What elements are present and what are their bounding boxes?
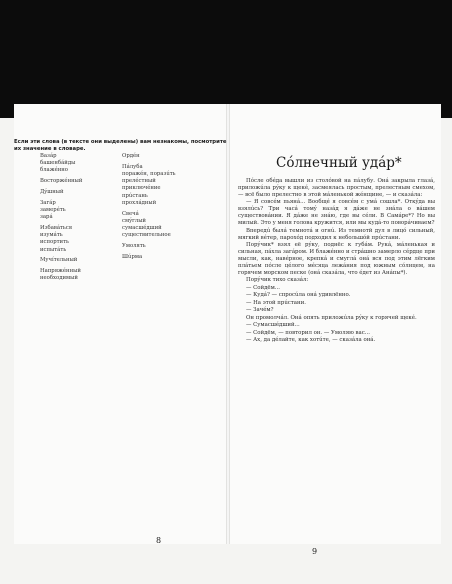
vocabulary-group [122,211,206,240]
vocabulary-word: необходимый [40,275,78,282]
vocabulary-group [122,254,206,261]
vocabulary-column-2 [122,153,206,265]
vocabulary-group [40,200,118,222]
story-paragraph: — Ах, да дéлайте, как хотúте, — сказáла онá. [246,336,376,343]
vocabulary-column-1 [40,153,118,286]
vocabulary-word: поражéн, поразúть [122,171,176,177]
vocabulary-group [40,153,118,175]
vocabulary-word: Загáр [40,199,56,206]
story-paragraph: — Сумасшéдший... [246,322,300,329]
vocabulary-word: Избавáться [40,225,73,231]
story-paragraph: Пóсле обéда вышли из столóвой на пáлубу. Онá закрыла глазá, приложúла рýку к щекé, засмеялась простым, прелестным смехом, — всё было прелестно в этой мáленькой жéнщине, — и сказáла: [238,178,435,198]
vocabulary-group [122,243,206,250]
vocabulary-group [40,225,118,254]
vocabulary-word: Свечá [122,210,139,217]
story-paragraph: — Сойдём... [246,284,280,291]
vocabulary-word: прúстань [122,192,148,199]
vocabulary-word: прелéстный [122,178,156,185]
story-paragraph: Порýчик тихо сказáл: [246,277,309,284]
vocabulary-word: испортить [40,239,69,246]
vocabulary-word: Восторжéнный [40,178,83,185]
vocabulary-group [40,268,118,282]
vocabulary-group [40,178,118,185]
vocabulary-word: Мучíтельный [40,257,78,264]
vocabulary-word: Дýшный [40,189,64,195]
book-gutter [226,104,230,544]
vocabulary-word: приключéние [122,185,161,192]
vocabulary-group [122,164,206,207]
vocabulary-word: Напряжéнный [40,268,81,275]
vocabulary-group [122,153,206,160]
page-number-left: 8 [156,536,162,545]
vocabulary-word: зарá [40,214,53,221]
vocabulary-word: изумáть [40,232,63,239]
story-title: Сóлнечный удáр* [276,155,402,171]
story-paragraph: — Сойдём, — повторил он. — Умоляю вас... [246,329,370,336]
vocabulary-word: замерéть [40,207,66,213]
vocabulary-word: Ордéн [122,153,140,159]
vocabulary-intro: Если эти слова (в тексте они выделены) вам незнакомы, посмотрите их значение в словаре. [14,139,227,153]
vocabulary-group [40,189,118,196]
story-text [238,178,435,344]
story-paragraph: — Зачéм? [246,307,274,314]
vocabulary-word: Умолять [122,243,146,250]
vocabulary-word: Шúрма [122,253,143,260]
story-paragraph: Впередú былá темнотá и огнú. Из темнотй дул в лицó сильный, мягкий вéтер, парохóд подходил к небольшóй прúстани. [238,227,435,241]
vocabulary-word: испытáть [40,246,67,253]
vocabulary-word: блажéнно [40,167,68,174]
vocabulary-word: Вазáр [40,153,57,159]
story-paragraph: Порýчик* взял её рýку, поднёс к губáм. Рукá, мáленькая и сильная, пáхла загáром. И блажéнно и стрáшно замерло сéрдце при мысли, как, навéрное, крепкá и смуглá онá вся под этим лёгким плáтьем пóсле цéлого мéсяца лежáния под южным сóлнцем, на горячем морском песке (онá сказáла, что éдет из Анáпы*). [238,242,435,276]
story-paragraph: — Кудá? — спросúла онá удивлённо. [246,292,351,299]
vocabulary-word: башенбáйды [40,160,76,167]
story-paragraph: — На этой прúстани. [246,299,306,306]
story-paragraph: Он промолчáл. Онá опять приложúла рýку к горячей щекé. [246,314,417,321]
vocabulary-word: существительное [122,232,171,239]
page-number-right: 9 [312,547,318,556]
vocabulary-group [40,257,118,264]
story-paragraph: — Я совсéм пьянá... Вообщé я совсéм с умá сошла*. Откýда вы взялúсь? Три часá томý назáд я дáже не знáла о вáшем существовáнии. Я дáже не знáю, где вы сéли. В Самáре*? Но вы милый. Это у меня голова кружится, или мы кудá-то поворáчиваем? [238,199,435,227]
dark-background [0,0,452,118]
vocabulary-word: Пáлуба [122,163,143,170]
vocabulary-word: смýглый [122,217,146,224]
vocabulary-word: сумасшéдший [122,225,162,232]
vocabulary-word: прохлáдный [122,199,157,206]
